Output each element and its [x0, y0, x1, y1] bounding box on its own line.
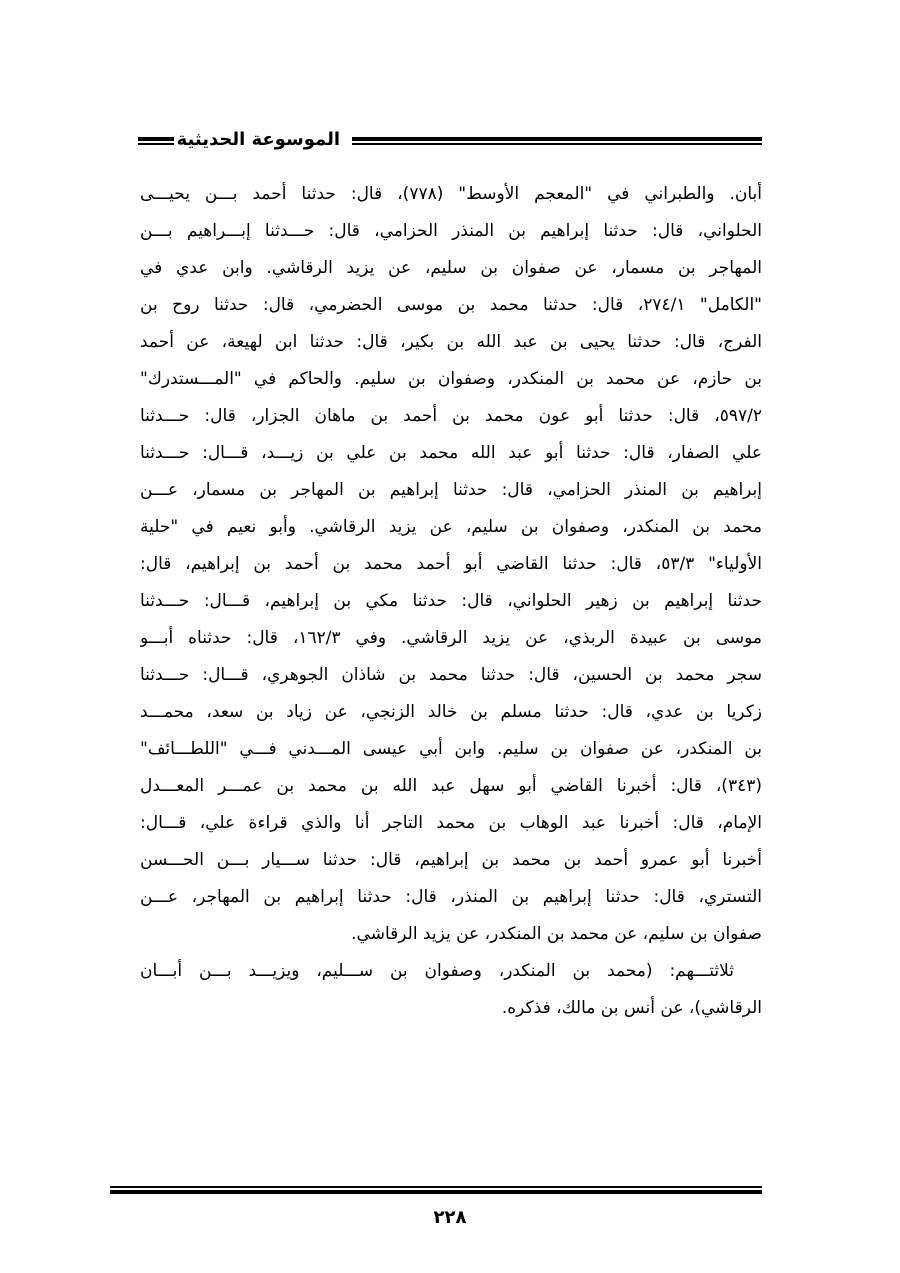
text-line: إبراهيم بن المنذر الحزامي، قال: حدثنا إبراهيم بن المهاجر بن مسمار، عـــن: [140, 480, 762, 500]
text-line: سجر محمد بن الحسين، قال: حدثنا محمد بن شاذان الجوهري، قـــال: حـــدثنا: [140, 665, 762, 685]
header-rule-right: [352, 137, 762, 145]
body-text: [140, 176, 762, 1027]
text-line: صفوان بن سليم، عن محمد بن المنكدر، عن يزيد الرقاشي.: [351, 924, 762, 944]
text-line: الفرج، قال: حدثنا يحيى بن عبد الله بن بكير، قال: حدثنا ابن لهيعة، عن أحمد: [140, 332, 762, 352]
text-line: الحلواني، قال: حدثنا إبراهيم بن المنذر الحزامي، قال: حـــدثنا إبـــراهيم بـــن: [140, 221, 762, 241]
text-line: أخبرنا أبو عمرو أحمد بن محمد بن إبراهيم، قال: حدثنا ســـيار بـــن الحـــسن: [140, 850, 762, 870]
text-line: الإمام، قال: أخبرنا عبد الوهاب بن محمد التاجر أنا والذي قراءة علي، قـــال:: [140, 813, 762, 833]
footer-rule: [110, 1186, 762, 1194]
text-line: حدثنا إبراهيم بن زهير الحلواني، قال: حدثنا مكي بن إبراهيم، قـــال: حـــدثنا: [140, 591, 762, 611]
text-line: أبان. والطبراني في "المعجم الأوسط" (٧٧٨)، قال: حدثنا أحمد بـــن يحيـــى: [140, 184, 762, 204]
text-line: علي الصفار، قال: حدثنا أبو عبد الله محمد بن علي بن زيـــد، قـــال: حـــدثنا: [140, 443, 762, 463]
page-number: ٢٢٨: [433, 1207, 467, 1228]
text-line: زكريا بن عدي، قال: حدثنا مسلم بن خالد الزنجي، عن زياد بن سعد، محمـــد: [140, 702, 762, 722]
text-line: بن المنكدر، عن صفوان بن سليم. وابن أبي عيسى المـــدني فـــي "اللطـــائف": [140, 739, 762, 759]
text-line: الأولياء" ٥٣/٣، قال: حدثنا القاضي أبو أحمد محمد بن أحمد بن إبراهيم، قال:: [140, 554, 762, 574]
summary-line: ثلاثتـــهم: (محمد بن المنكدر، وصفوان بن ســـليم، ويزيـــد بـــن أبـــان: [140, 961, 734, 981]
text-line: التستري، قال: حدثنا إبراهيم بن المنذر، قال: حدثنا إبراهيم بن المهاجر، عـــن: [140, 887, 762, 907]
text-line: محمد بن المنكدر، وصفوان بن سليم، عن يزيد الرقاشي. وأبو نعيم في "حلية: [140, 517, 762, 537]
header-rule-left: [138, 137, 174, 145]
running-header: [138, 128, 762, 154]
text-line: ٥٩٧/٢، قال: حدثنا أبو عون محمد بن أحمد بن ماهان الجزار، قال: حـــدثنا: [140, 406, 762, 426]
text-line: "الكامل" ٢٧٤/١، قال: حدثنا محمد بن موسى الحضرمي، قال: حدثنا روح بن: [140, 295, 762, 315]
summary-line: الرقاشي)، عن أنس بن مالك، فذكره.: [501, 998, 762, 1018]
text-line: (٣٤٣)، قال: أخبرنا القاضي أبو سهل عبد الله بن محمد بن عمـــر المعـــدل: [140, 776, 762, 796]
text-line: موسى بن عبيدة الربذي، عن يزيد الرقاشي. وفي ١٦٢/٣، قال: حدثناه أبـــو: [140, 628, 762, 648]
header-title: الموسوعة الحديثية: [173, 128, 344, 152]
text-line: المهاجر بن مسمار، عن صفوان بن سليم، عن يزيد الرقاشي. وابن عدي في: [140, 258, 762, 278]
text-line: بن حازم، عن محمد بن المنكدر، وصفوان بن سليم. والحاكم في "المـــستدرك": [140, 369, 762, 389]
